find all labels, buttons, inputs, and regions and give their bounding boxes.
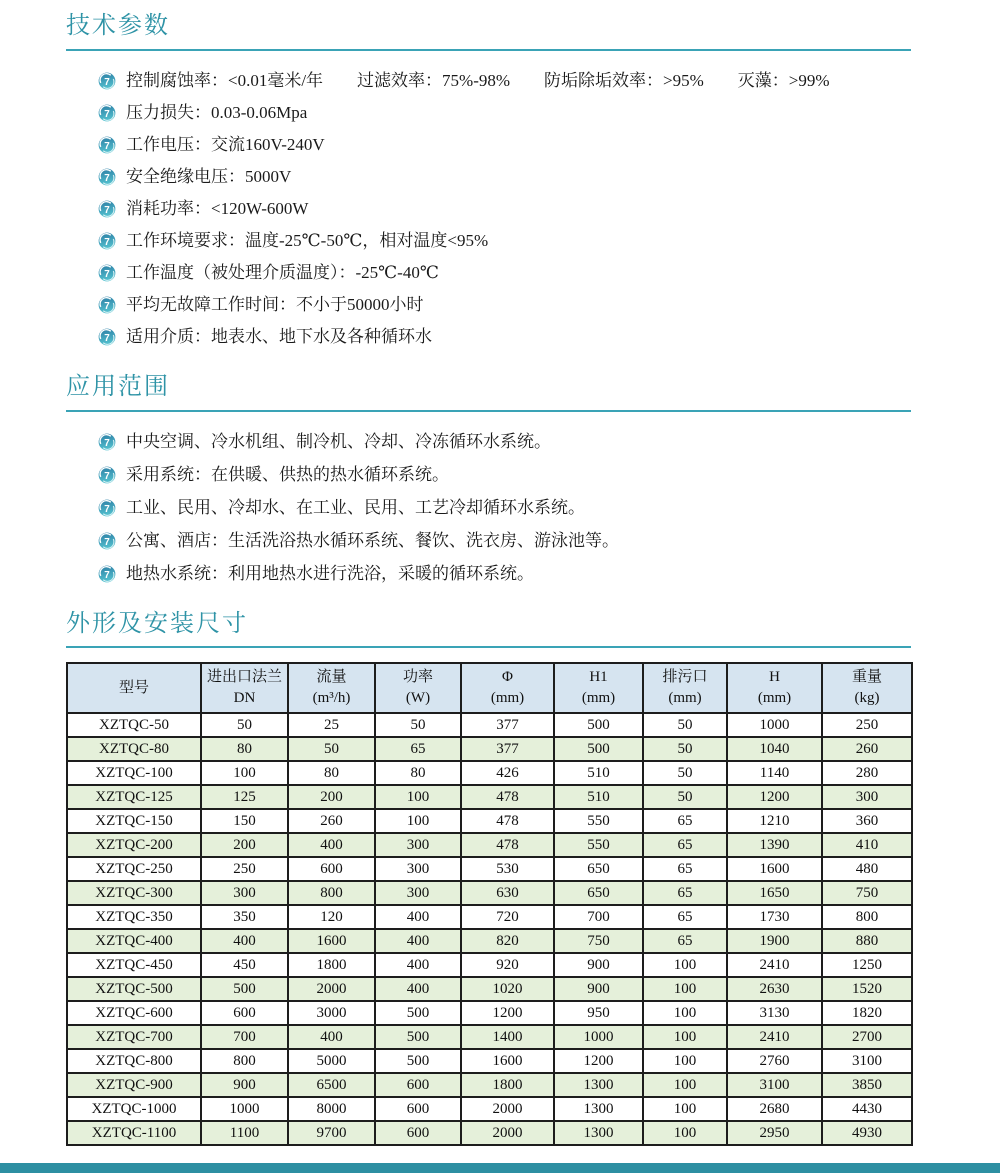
table-cell: 2950 <box>727 1121 822 1145</box>
table-cell: 1600 <box>461 1049 554 1073</box>
list-item-text: 工业、民用、冷却水、在工业、民用、工艺冷却循环水系统。 <box>126 497 585 517</box>
table-cell: 600 <box>375 1121 461 1145</box>
table-cell: 1200 <box>554 1049 643 1073</box>
table-cell: 900 <box>201 1073 288 1097</box>
spec-table-body <box>67 713 912 1145</box>
table-cell: 125 <box>201 785 288 809</box>
table-cell: 100 <box>375 785 461 809</box>
svg-text:7: 7 <box>104 76 110 88</box>
table-cell: 1300 <box>554 1121 643 1145</box>
table-cell: 600 <box>375 1073 461 1097</box>
table-cell: 400 <box>375 929 461 953</box>
list-item <box>98 167 911 187</box>
table-cell: XZTQC-125 <box>67 785 201 809</box>
table-cell: XZTQC-400 <box>67 929 201 953</box>
bullet-swirl-icon <box>98 200 116 218</box>
list-item <box>98 327 911 347</box>
table-row <box>67 785 912 809</box>
list-item <box>98 71 911 91</box>
column-header: 流量 (m³/h) <box>288 663 375 713</box>
section-title-dimensions: 外形及安装尺寸 <box>66 610 911 649</box>
table-cell: 4930 <box>822 1121 912 1145</box>
table-cell: 100 <box>643 1025 727 1049</box>
table-cell: 260 <box>822 737 912 761</box>
table-cell: 880 <box>822 929 912 953</box>
bottom-accent-bar <box>0 1163 1000 1173</box>
bullet-swirl-icon <box>98 168 116 186</box>
table-cell: 1100 <box>201 1121 288 1145</box>
table-row <box>67 1121 912 1145</box>
list-item <box>98 564 911 584</box>
table-cell: 1210 <box>727 809 822 833</box>
table-cell: XZTQC-150 <box>67 809 201 833</box>
table-row <box>67 1073 912 1097</box>
bullet-swirl-icon <box>98 264 116 282</box>
table-cell: 500 <box>554 713 643 737</box>
table-row <box>67 1001 912 1025</box>
table-cell: 1250 <box>822 953 912 977</box>
table-cell: 65 <box>375 737 461 761</box>
table-cell: 350 <box>201 905 288 929</box>
table-cell: 400 <box>288 833 375 857</box>
table-row <box>67 881 912 905</box>
table-cell: 800 <box>822 905 912 929</box>
section-technical-parameters <box>66 12 911 347</box>
table-cell: 478 <box>461 785 554 809</box>
table-cell: 65 <box>643 929 727 953</box>
table-cell: XZTQC-100 <box>67 761 201 785</box>
table-cell: XZTQC-800 <box>67 1049 201 1073</box>
table-cell: 550 <box>554 833 643 857</box>
table-cell: 700 <box>201 1025 288 1049</box>
table-row <box>67 833 912 857</box>
table-cell: 65 <box>643 857 727 881</box>
table-cell: 50 <box>643 737 727 761</box>
svg-text:7: 7 <box>104 236 110 248</box>
table-cell: XZTQC-350 <box>67 905 201 929</box>
table-cell: 410 <box>822 833 912 857</box>
bullet-swirl-icon <box>98 136 116 154</box>
list-item <box>98 432 911 452</box>
table-cell: XZTQC-600 <box>67 1001 201 1025</box>
table-cell: 3100 <box>822 1049 912 1073</box>
table-cell: 450 <box>201 953 288 977</box>
section-title-application-scope: 应用范围 <box>66 373 911 412</box>
table-row <box>67 1097 912 1121</box>
table-cell: 200 <box>201 833 288 857</box>
table-cell: 2680 <box>727 1097 822 1121</box>
table-cell: 1020 <box>461 977 554 1001</box>
table-cell: 1000 <box>727 713 822 737</box>
table-cell: 100 <box>643 1097 727 1121</box>
table-cell: 1140 <box>727 761 822 785</box>
table-cell: 360 <box>822 809 912 833</box>
column-header: 排污口 (mm) <box>643 663 727 713</box>
column-header: Φ (mm) <box>461 663 554 713</box>
list-item <box>98 231 911 251</box>
table-cell: 50 <box>643 713 727 737</box>
column-header: 功率 (W) <box>375 663 461 713</box>
table-cell: 600 <box>375 1097 461 1121</box>
table-cell: 300 <box>375 833 461 857</box>
table-cell: 400 <box>201 929 288 953</box>
list-item <box>98 531 911 551</box>
table-cell: 400 <box>375 977 461 1001</box>
list-item-text: 适用介质：地表水、地下水及各种循环水 <box>126 326 432 346</box>
table-cell: 6500 <box>288 1073 375 1097</box>
table-cell: 400 <box>375 953 461 977</box>
table-cell: 50 <box>288 737 375 761</box>
table-row <box>67 713 912 737</box>
table-row <box>67 905 912 929</box>
table-cell: 150 <box>201 809 288 833</box>
table-row <box>67 737 912 761</box>
table-cell: 9700 <box>288 1121 375 1145</box>
table-cell: 1900 <box>727 929 822 953</box>
bullet-swirl-icon <box>98 72 116 90</box>
table-cell: 100 <box>643 977 727 1001</box>
table-cell: 65 <box>643 881 727 905</box>
table-cell: 480 <box>822 857 912 881</box>
svg-text:7: 7 <box>104 569 110 581</box>
svg-text:7: 7 <box>104 108 110 120</box>
table-cell: 4430 <box>822 1097 912 1121</box>
svg-text:7: 7 <box>104 503 110 515</box>
table-cell: 500 <box>554 737 643 761</box>
bullet-swirl-icon <box>98 232 116 250</box>
table-cell: 100 <box>643 1001 727 1025</box>
table-cell: 65 <box>643 905 727 929</box>
list-item <box>98 103 911 123</box>
table-cell: XZTQC-200 <box>67 833 201 857</box>
column-header: 重量 (kg) <box>822 663 912 713</box>
table-cell: 1600 <box>727 857 822 881</box>
table-cell: 750 <box>822 881 912 905</box>
table-cell: 500 <box>375 1001 461 1025</box>
table-cell: 100 <box>643 1073 727 1097</box>
table-cell: 2000 <box>461 1097 554 1121</box>
table-cell: 8000 <box>288 1097 375 1121</box>
table-cell: 377 <box>461 737 554 761</box>
table-row <box>67 953 912 977</box>
table-cell: 100 <box>201 761 288 785</box>
table-cell: 25 <box>288 713 375 737</box>
column-header: 型号 <box>67 663 201 713</box>
list-item <box>98 199 911 219</box>
svg-text:7: 7 <box>104 268 110 280</box>
table-cell: 1000 <box>554 1025 643 1049</box>
table-cell: XZTQC-80 <box>67 737 201 761</box>
table-cell: 80 <box>288 761 375 785</box>
list-item-text: 控制腐蚀率：<0.01毫米/年 过滤效率：75%-98% 防垢除垢效率：>95% 灭藻：>99% <box>126 70 830 90</box>
table-cell: 478 <box>461 833 554 857</box>
bullet-swirl-icon <box>98 104 116 122</box>
bullet-swirl-icon <box>98 328 116 346</box>
table-cell: 630 <box>461 881 554 905</box>
table-cell: 3000 <box>288 1001 375 1025</box>
table-cell: 260 <box>288 809 375 833</box>
table-cell: 500 <box>375 1025 461 1049</box>
table-cell: 280 <box>822 761 912 785</box>
table-row <box>67 857 912 881</box>
table-cell: 1600 <box>288 929 375 953</box>
table-cell: 377 <box>461 713 554 737</box>
svg-text:7: 7 <box>104 140 110 152</box>
table-cell: XZTQC-450 <box>67 953 201 977</box>
table-cell: 2410 <box>727 1025 822 1049</box>
spec-table-header-row <box>67 663 912 713</box>
table-cell: 900 <box>554 977 643 1001</box>
list-item-text: 公寓、酒店：生活洗浴热水循环系统、餐饮、洗衣房、游泳池等。 <box>126 530 619 550</box>
application-scope-list <box>66 432 911 584</box>
list-item-text: 安全绝缘电压：5000V <box>126 166 292 186</box>
table-cell: 1040 <box>727 737 822 761</box>
table-cell: 1820 <box>822 1001 912 1025</box>
svg-text:7: 7 <box>104 536 110 548</box>
table-cell: 200 <box>288 785 375 809</box>
table-cell: 400 <box>288 1025 375 1049</box>
table-cell: 1520 <box>822 977 912 1001</box>
table-cell: 820 <box>461 929 554 953</box>
table-row <box>67 1049 912 1073</box>
table-cell: 400 <box>375 905 461 929</box>
table-cell: 920 <box>461 953 554 977</box>
table-cell: 800 <box>201 1049 288 1073</box>
list-item <box>98 135 911 155</box>
table-row <box>67 1025 912 1049</box>
table-cell: 500 <box>201 977 288 1001</box>
list-item-text: 采用系统：在供暖、供热的热水循环系统。 <box>126 464 449 484</box>
table-cell: XZTQC-50 <box>67 713 201 737</box>
table-cell: 1730 <box>727 905 822 929</box>
table-cell: 426 <box>461 761 554 785</box>
list-item-text: 工作电压：交流160V-240V <box>126 134 325 154</box>
table-cell: 600 <box>201 1001 288 1025</box>
table-cell: 510 <box>554 761 643 785</box>
list-item <box>98 498 911 518</box>
table-cell: 1400 <box>461 1025 554 1049</box>
table-cell: 250 <box>201 857 288 881</box>
table-cell: 2700 <box>822 1025 912 1049</box>
table-cell: 510 <box>554 785 643 809</box>
list-item-text: 工作温度（被处理介质温度）：-25℃-40℃ <box>126 262 439 282</box>
bullet-swirl-icon <box>98 296 116 314</box>
table-cell: 950 <box>554 1001 643 1025</box>
bullet-swirl-icon <box>98 466 116 484</box>
table-cell: XZTQC-250 <box>67 857 201 881</box>
section-title-technical-parameters: 技术参数 <box>66 12 911 51</box>
table-cell: 720 <box>461 905 554 929</box>
table-cell: 100 <box>643 953 727 977</box>
table-cell: 478 <box>461 809 554 833</box>
table-cell: 65 <box>643 833 727 857</box>
table-cell: 1200 <box>727 785 822 809</box>
list-item-text: 平均无故障工作时间：不小于50000小时 <box>126 294 424 314</box>
table-cell: 100 <box>375 809 461 833</box>
table-cell: XZTQC-700 <box>67 1025 201 1049</box>
table-cell: 2410 <box>727 953 822 977</box>
section-dimensions <box>66 610 911 1147</box>
table-cell: 3100 <box>727 1073 822 1097</box>
column-header: H1 (mm) <box>554 663 643 713</box>
table-cell: 900 <box>554 953 643 977</box>
table-cell: 1800 <box>461 1073 554 1097</box>
list-item <box>98 465 911 485</box>
table-cell: 1800 <box>288 953 375 977</box>
list-item-text: 压力损失：0.03-0.06Mpa <box>126 102 308 122</box>
table-cell: 300 <box>822 785 912 809</box>
table-cell: 1300 <box>554 1097 643 1121</box>
table-cell: 2000 <box>288 977 375 1001</box>
table-cell: 50 <box>201 713 288 737</box>
table-cell: 800 <box>288 881 375 905</box>
column-header: 进出口法兰 DN <box>201 663 288 713</box>
svg-text:7: 7 <box>104 204 110 216</box>
table-cell: 650 <box>554 881 643 905</box>
technical-parameters-list <box>66 71 911 347</box>
table-cell: 50 <box>375 713 461 737</box>
table-cell: 750 <box>554 929 643 953</box>
table-cell: 100 <box>643 1121 727 1145</box>
table-row <box>67 761 912 785</box>
list-item-text: 工作环境要求：温度-25℃-50℃，相对温度<95% <box>126 230 489 250</box>
list-item-text: 中央空调、冷水机组、制冷机、冷却、冷冻循环水系统。 <box>126 431 551 451</box>
bullet-swirl-icon <box>98 565 116 583</box>
svg-text:7: 7 <box>104 172 110 184</box>
table-cell: 2000 <box>461 1121 554 1145</box>
list-item <box>98 295 911 315</box>
bullet-swirl-icon <box>98 499 116 517</box>
table-cell: 1390 <box>727 833 822 857</box>
table-cell: 1300 <box>554 1073 643 1097</box>
table-cell: 650 <box>554 857 643 881</box>
svg-text:7: 7 <box>104 470 110 482</box>
table-row <box>67 977 912 1001</box>
table-cell: 2760 <box>727 1049 822 1073</box>
table-cell: 2630 <box>727 977 822 1001</box>
table-cell: 530 <box>461 857 554 881</box>
table-cell: 80 <box>201 737 288 761</box>
bullet-swirl-icon <box>98 532 116 550</box>
section-application-scope <box>66 373 911 584</box>
table-cell: 300 <box>375 857 461 881</box>
table-cell: 1200 <box>461 1001 554 1025</box>
table-cell: 600 <box>288 857 375 881</box>
table-cell: 50 <box>643 761 727 785</box>
table-row <box>67 929 912 953</box>
table-cell: 1650 <box>727 881 822 905</box>
table-cell: 1000 <box>201 1097 288 1121</box>
list-item-text: 消耗功率：<120W-600W <box>126 198 309 218</box>
table-cell: 3130 <box>727 1001 822 1025</box>
table-cell: 300 <box>201 881 288 905</box>
table-cell: XZTQC-1100 <box>67 1121 201 1145</box>
table-cell: 250 <box>822 713 912 737</box>
table-cell: XZTQC-300 <box>67 881 201 905</box>
table-cell: 120 <box>288 905 375 929</box>
table-cell: XZTQC-500 <box>67 977 201 1001</box>
table-cell: 100 <box>643 1049 727 1073</box>
list-item-text: 地热水系统：利用地热水进行洗浴，采暖的循环系统。 <box>126 563 534 583</box>
table-cell: 80 <box>375 761 461 785</box>
table-cell: 700 <box>554 905 643 929</box>
table-cell: 50 <box>643 785 727 809</box>
table-cell: 5000 <box>288 1049 375 1073</box>
table-cell: 65 <box>643 809 727 833</box>
table-cell: 3850 <box>822 1073 912 1097</box>
svg-text:7: 7 <box>104 300 110 312</box>
svg-text:7: 7 <box>104 437 110 449</box>
table-cell: XZTQC-900 <box>67 1073 201 1097</box>
table-cell: 500 <box>375 1049 461 1073</box>
svg-text:7: 7 <box>104 332 110 344</box>
column-header: H (mm) <box>727 663 822 713</box>
table-cell: XZTQC-1000 <box>67 1097 201 1121</box>
table-row <box>67 809 912 833</box>
table-cell: 550 <box>554 809 643 833</box>
bullet-swirl-icon <box>98 433 116 451</box>
list-item <box>98 263 911 283</box>
table-cell: 300 <box>375 881 461 905</box>
dimensions-spec-table <box>66 662 913 1146</box>
